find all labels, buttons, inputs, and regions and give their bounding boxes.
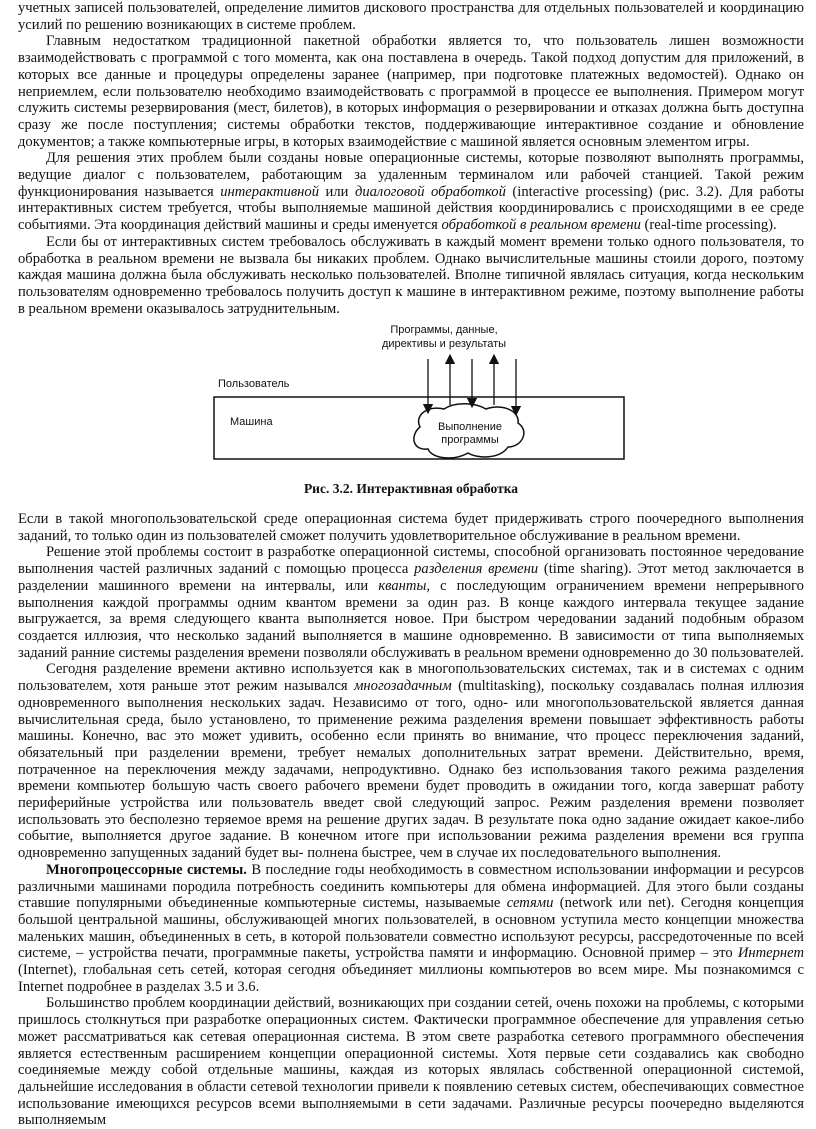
- diagram-top-label-2: директивы и результаты: [381, 338, 507, 351]
- diagram-top-label-1: Программы, данные,: [390, 324, 498, 337]
- text-run: , с последующим ограничением времени непрерывного выполнения каждой программы одним квантом времени за один раз. В конце каждого интервала текущее задание выгружается, за время следующего кванта выполняется новое. При быстром чередовании заданий подобным образом создается иллюзия, что несколько заданий выполняется в машине одновременно. В зависимости от типа выполняемых заданий ранние системы разделения времени позволяли обслуживать в реальном времени одновременно до 30 пользователей.: [18, 577, 804, 661]
- paragraph-7: [18, 661, 804, 861]
- text-run: Для решения этих проблем были созданы новые операционные системы, которые позволяют выполнять программы, ведущие диалог с пользователем, работающим за удаленным терминалом или рабочей станцией. Такой режим функционирования называется: [18, 150, 804, 200]
- term-interactive: интерактивной: [220, 183, 320, 200]
- text-run: (interactive processing) (рис. 3.2). Для работы интерактивных систем требуется, чтобы выполняемые машиной действия координировались с происходящими в ее среде событиями. Эта координация действий машины и среды именуется: [18, 183, 805, 234]
- term-internet: Интернет: [737, 945, 804, 962]
- document-page: [18, 0, 804, 1129]
- term-real-time: обработкой в реальном времени: [441, 217, 641, 234]
- term-quanta: кванты: [378, 577, 427, 594]
- text-run: Сегодня разделение времени активно используется как в многопользовательских системах, так и в системах с одним пользователем, хотя раньше этот режим назывался: [18, 661, 804, 695]
- diagram-machine-label: Машина: [230, 416, 273, 429]
- figure-caption: Рис. 3.2. Интерактивная обработка: [303, 481, 519, 497]
- section-heading-multiprocessor: Многопроцессорные системы.: [46, 861, 247, 878]
- paragraph-8: [18, 862, 804, 996]
- term-time-sharing: разделения времени: [414, 561, 539, 578]
- text-run: (network или net). Сегодня концепция большой центральной машины, обслуживающей многих пользователей, в основном уступила место концепции множества маленьких машин, объединенных в сеть, в которой пользователи совместно используют ресурсы, рассредоточенные по всей системе, – устройства печати, программные пакеты, устройства памяти и информацию. Основной пример – это: [18, 895, 804, 962]
- text-run: или: [319, 183, 355, 200]
- text-run: В последние годы необходимость в совместном использовании информации и ресурсов различными машинами породила потребность соединить компьютеры для обмена информацией. Для этого были созданы ставшие популярными объединенные компьютерные системы, называемые: [18, 861, 804, 912]
- text-run: (time sharing). Этот метод заключается в разделении машинного времени на интервалы, или: [18, 561, 804, 594]
- paragraph-1: учетных записей пользователей, определение лимитов дискового пространства для отдельных пользователей и координацию усилий по решению возникающих в системе проблем.: [18, 0, 804, 33]
- paragraph-5: Если в такой многопользовательской среде операционная система будет придерживать строго поочередного выполнения заданий, то только один из пользователей сможет получить удовлетворительное обслуживание в реальном времени.: [18, 511, 804, 544]
- paragraph-6: [18, 544, 804, 661]
- term-multitasking: многозадачным: [354, 678, 452, 695]
- paragraph-2: Главным недостатком традиционной пакетной обработки является то, что пользователь лишен возможности взаимодействовать с программой с того момента, как она поставлена в очередь. Такой подход допустим для приложений, в которых все данные и процедуры определены заранее (например, при подготовке платежных ведомостей). Однако он неприемлем, если пользователю необходимо взаимодействовать с программой в процессе ее выполнения. Примером могут служить системы резервирования (мест, билетов), в которых информация о резервировании и отказах должна быть доступна сразу же после поступления; системы обработки текстов, поддерживающие интерактивное создание и обновление документов; а также компьютерные игры, в которых взаимодействие с машиной является основным элементом игры.: [18, 33, 804, 150]
- cloud-label-1: Выполнение: [437, 421, 503, 434]
- diagram: [188, 319, 628, 477]
- paragraph-3: [18, 150, 804, 234]
- diagram-user-label: Пользователь: [218, 378, 290, 391]
- text-run: Решение этой проблемы состоит в разработке операционной системы, способной организовать постоянное чередование выполнения частей различных заданий с помощью процесса: [18, 544, 804, 578]
- text-run: (multitasking), поскольку создавалась полная иллюзия одновременного выполнения нескольких задач. Независимо от того, одно- или многопользовательской является данная вычислительная среда, было установлено, то применение режима разделения времени повышает эффективность работы машины. Конечно, вас это может удивить, особенно если принять во внимание, что процесс переключения заданий, обязательный при разделении времени, требует немалых дополнительных затрат времени. Действительно, время, потраченное на переключения между задачами, непродуктивно. Однако без использования такого режима разделения времени компьютер большую часть своего рабочего времени будет проводить в ожидании того, когда завершат работу периферийные устройства или пользователь введет свой следующий запрос. Режим разделения времени позволяет использовать это бесполезно теряемое время на решение других задач. В результате пока одно задание ожидает какое-либо событие, выполняется другое задание. В конечном итоге при использовании режима разделения времени вся группа одновременно запущенных заданий будет вы- полнена быстрее, чем в случае их последовательного выполнения.: [18, 678, 804, 862]
- paragraph-9: Большинство проблем координации действий, возникающих при создании сетей, очень похожи на проблемы, с которыми пришлось столкнуться при разработке операционных систем. Фактически программное обеспечение для управления сетью может рассматриваться как сетевая операционная система. В этом свете разработка сетевого программного обеспечения является естественным расширением концепции операционной системы. Хотя первые сети создавались как свободно соединяемые между собой отдельные машины, каждая из которых являлась собственной операционной системой, дальнейшие исследования в области сетевой технологии привели к появлению сетевых систем, обеспечивающих совместное использование имеющихся ресурсов всеми выполняемыми в сети задачами. Различные ресурсы поочередно выделяются выполняемым: [18, 995, 804, 1129]
- paragraph-4: Если бы от интерактивных систем требовалось обслуживать в каждый момент времени только одного пользователя, то обработка в реальном времени не вызвала бы никаких проблем. Однако вычислительные машины стоили дорого, поэтому каждая машина должна была обслуживать несколько пользователей. Вполне типичной являлась ситуация, когда нескольким пользователям одновременно требовалось получить доступ к машине в интерактивном режиме, поэтому выполнение работы в реальном времени оказывалось затруднительным.: [18, 233, 804, 317]
- figure-interactive-processing: [18, 319, 804, 477]
- text-run: (real-time processing).: [640, 217, 777, 234]
- cloud-label-2: программы: [441, 434, 499, 447]
- term-dialog-processing: диалоговой обработкой: [354, 183, 506, 200]
- term-networks: сетями: [506, 895, 554, 912]
- text-run: (Internet), глобальная сеть сетей, которая сегодня объединяет миллионы компьютеров во всем мире. Мы познакомимся с Internet подробнее в разделах 3.5 и 3.6.: [18, 962, 804, 995]
